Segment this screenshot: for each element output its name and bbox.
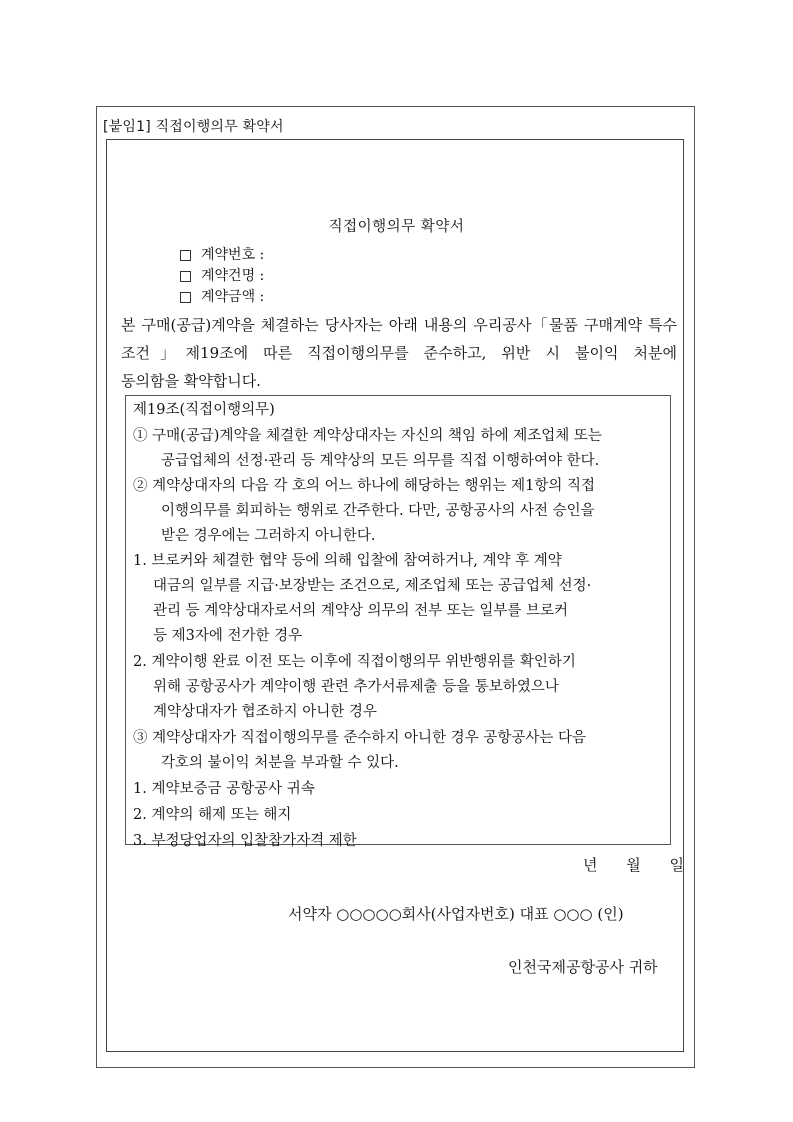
sanction-item: 3. 부정당업자의 입찰참가자격 제한	[133, 833, 357, 849]
clause-3-line: 각호의 불이익 처분을 부과할 수 있다.	[161, 755, 399, 771]
clause-2-line: 받은 경우에는 그러하지 아니한다.	[161, 528, 376, 544]
field-label: 계약금액 :	[201, 289, 265, 305]
item-1-line: 등 제3자에 전가한 경우	[153, 628, 303, 644]
item-1-line: 대금의 일부를 지급·보장받는 조건으로, 제조업체 또는 공급업체 선정·	[153, 578, 592, 594]
checkbox-square-icon	[180, 250, 191, 261]
clause-3-line: ③ 계약상대자가 직접이행의무를 준수하지 아니한 경우 공항공사는 다음	[133, 730, 586, 746]
field-contract-amount	[180, 287, 264, 308]
field-label: 계약번호 :	[201, 247, 265, 263]
field-label: 계약건명 :	[201, 268, 265, 284]
checkbox-square-icon	[180, 271, 191, 282]
item-2-line: 위해 공항공사가 계약이행 관련 추가서류제출 등을 통보하였으나	[153, 679, 559, 695]
clause-2-line: 이행의무를 회피하는 행위로 간주한다. 다만, 공항공사의 사전 승인을	[161, 503, 595, 519]
item-1-line: 1. 브로커와 체결한 협약 등에 의해 입찰에 참여하거나, 계약 후 계약	[133, 553, 562, 569]
item-2-line: 2. 계약이행 완료 이전 또는 이후에 직접이행의무 위반행위를 확인하기	[133, 654, 576, 670]
pledger-signature-line: 서약자 ○○○○○회사(사업자번호) 대표 ○○○ (인)	[288, 905, 624, 923]
clause-1-line: 공급업체의 선정·관리 등 계약상의 모든 의무를 직접 이행하여야 한다.	[161, 453, 600, 469]
sanction-item: 1. 계약보증금 공항공사 귀속	[133, 781, 315, 797]
attachment-label: [붙임1] 직접이행의무 확약서	[103, 119, 284, 135]
intro-line: 본 구매(공급)계약을 체결하는 당사자는 아래 내용의 우리공사「물품 구매계약 특수	[121, 316, 677, 334]
intro-line: 조건」제19조에 따른 직접이행의무를 준수하고, 위반 시 불이익 처분에	[121, 344, 677, 362]
intro-paragraph	[121, 311, 677, 395]
item-2-line: 계약상대자가 협조하지 아니한 경우	[153, 704, 377, 720]
article-heading: 제19조(직접이행의무)	[133, 402, 275, 418]
sanction-item: 2. 계약의 해제 또는 해지	[133, 807, 292, 823]
field-contract-number	[180, 245, 264, 266]
document-title: 직접이행의무 확약서	[328, 219, 465, 235]
clause-2-line: ② 계약상대자의 다음 각 호의 어느 하나에 해당하는 행위는 제1항의 직접	[133, 478, 596, 494]
addressee-line: 인천국제공항공사 귀하	[508, 958, 658, 976]
field-contract-name	[180, 266, 264, 287]
item-1-line: 관리 등 계약상대자로서의 계약상 의무의 전부 또는 일부를 브로커	[153, 603, 569, 619]
checkbox-square-icon	[180, 292, 191, 303]
clause-1-line: ① 구매(공급)계약을 체결한 계약상대자는 자신의 책임 하에 제조업체 또는	[133, 428, 602, 444]
intro-line: 동의함을 확약합니다.	[121, 372, 261, 390]
contract-fields	[180, 245, 264, 308]
date-line: 년 월 일	[583, 856, 685, 874]
